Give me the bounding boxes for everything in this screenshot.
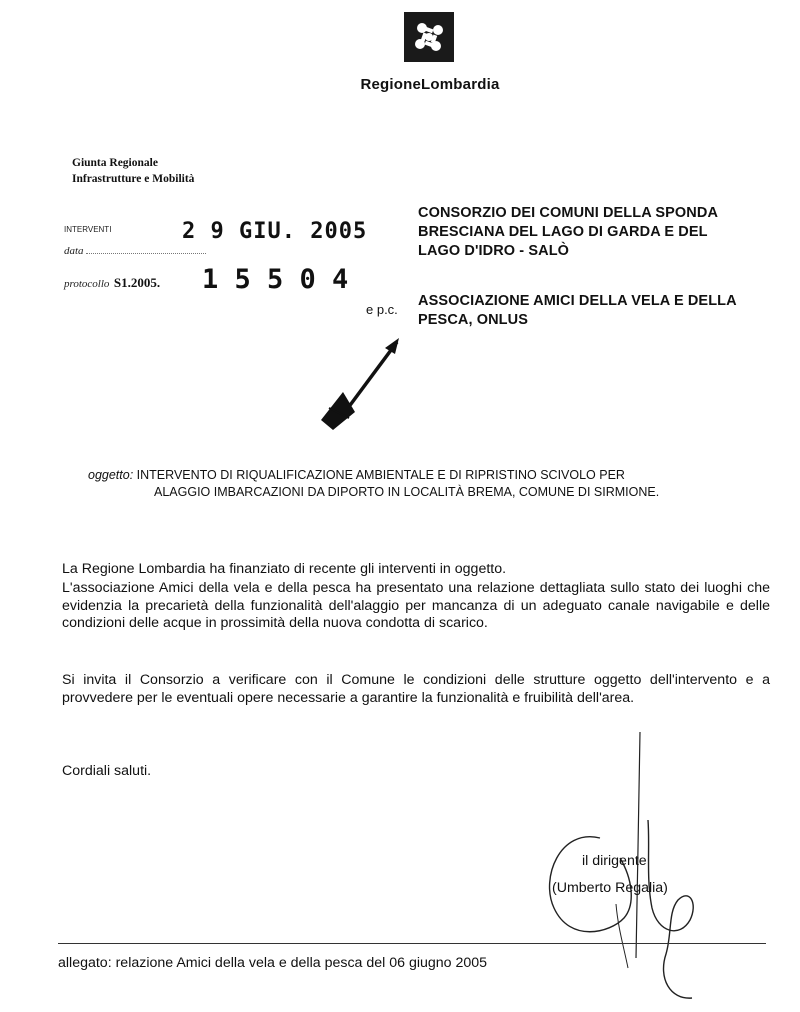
date-dotted-line <box>86 245 206 254</box>
arrow-icon <box>315 332 410 437</box>
cc-label: e p.c. <box>366 302 398 317</box>
footer-divider <box>58 943 766 944</box>
signature-title: il dirigente <box>582 853 647 869</box>
cc-recipient <box>418 292 737 330</box>
department-block <box>72 155 194 187</box>
region-logo <box>404 12 454 62</box>
closing-text: Cordiali saluti. <box>62 763 152 779</box>
department-line-2: Infrastrutture e Mobilità <box>72 173 195 185</box>
protocol-number: 1 5 5 0 4 <box>202 264 349 295</box>
signature-block <box>552 848 668 902</box>
subject-text-1: INTERVENTO DI RIQUALIFICAZIONE AMBIENTALE E DI RIPRISTINO SCIVOLO PER <box>136 468 625 482</box>
protocol-prefix: S1.2005. <box>113 275 161 290</box>
recipient-line: BRESCIANA DEL LAGO DI GARDA E DEL <box>418 224 708 240</box>
subject-label: oggetto: <box>88 468 134 482</box>
subject-text-2: ALAGGIO IMBARCAZIONI DA DIPORTO IN LOCALITÀ BREMA, COMUNE DI SIRMIONE. <box>154 485 660 499</box>
recipient-line: LAGO D'IDRO - SALÒ <box>418 243 570 259</box>
brand-name: RegioneLombardia <box>360 76 500 93</box>
department-line-1: Giunta Regionale <box>72 157 158 169</box>
lombardy-rose-logo-icon <box>411 19 447 55</box>
recipient-line: PESCA, ONLUS <box>418 312 528 328</box>
primary-recipient <box>418 204 718 261</box>
body-paragraph-2: L'associazione Amici della vela e della pesca ha presentato una relazione dettagliata sullo stato dei luoghi che evidenzia la precarietà della funzionalità dell'alaggio per mancanza di un adeguato canale navigabile e delle condizioni delle acque in prossimità della nuova condotta di scarico. <box>62 580 770 631</box>
date-label: data <box>64 245 84 257</box>
recipient-line: ASSOCIAZIONE AMICI DELLA VELA E DELLA <box>418 293 737 309</box>
date-stamp: 2 9 GIU. 2005 <box>182 219 368 244</box>
date-label-row <box>64 245 206 257</box>
body-paragraph-1: La Regione Lombardia ha finanziato di recente gli interventi in oggetto. <box>62 561 507 577</box>
interventi-label: INTERVENTI <box>64 225 112 234</box>
protocol-label: protocollo <box>64 278 110 290</box>
attachment-note: allegato: relazione Amici della vela e della pesca del 06 giugno 2005 <box>58 955 488 971</box>
body-paragraph-3: Si invita il Consorzio a verificare con il Comune le condizioni delle strutture oggetto dell'intervento e a provvedere per le eventuali opere necessarie a garantire la funzionalità e fruibilità dell'area. <box>62 672 770 706</box>
signature-name: (Umberto Regalia) <box>552 880 668 896</box>
protocol-row <box>64 274 160 292</box>
recipient-line: CONSORZIO DEI COMUNI DELLA SPONDA <box>418 205 719 221</box>
subject-line-1 <box>88 467 778 484</box>
subject-block <box>88 467 778 501</box>
